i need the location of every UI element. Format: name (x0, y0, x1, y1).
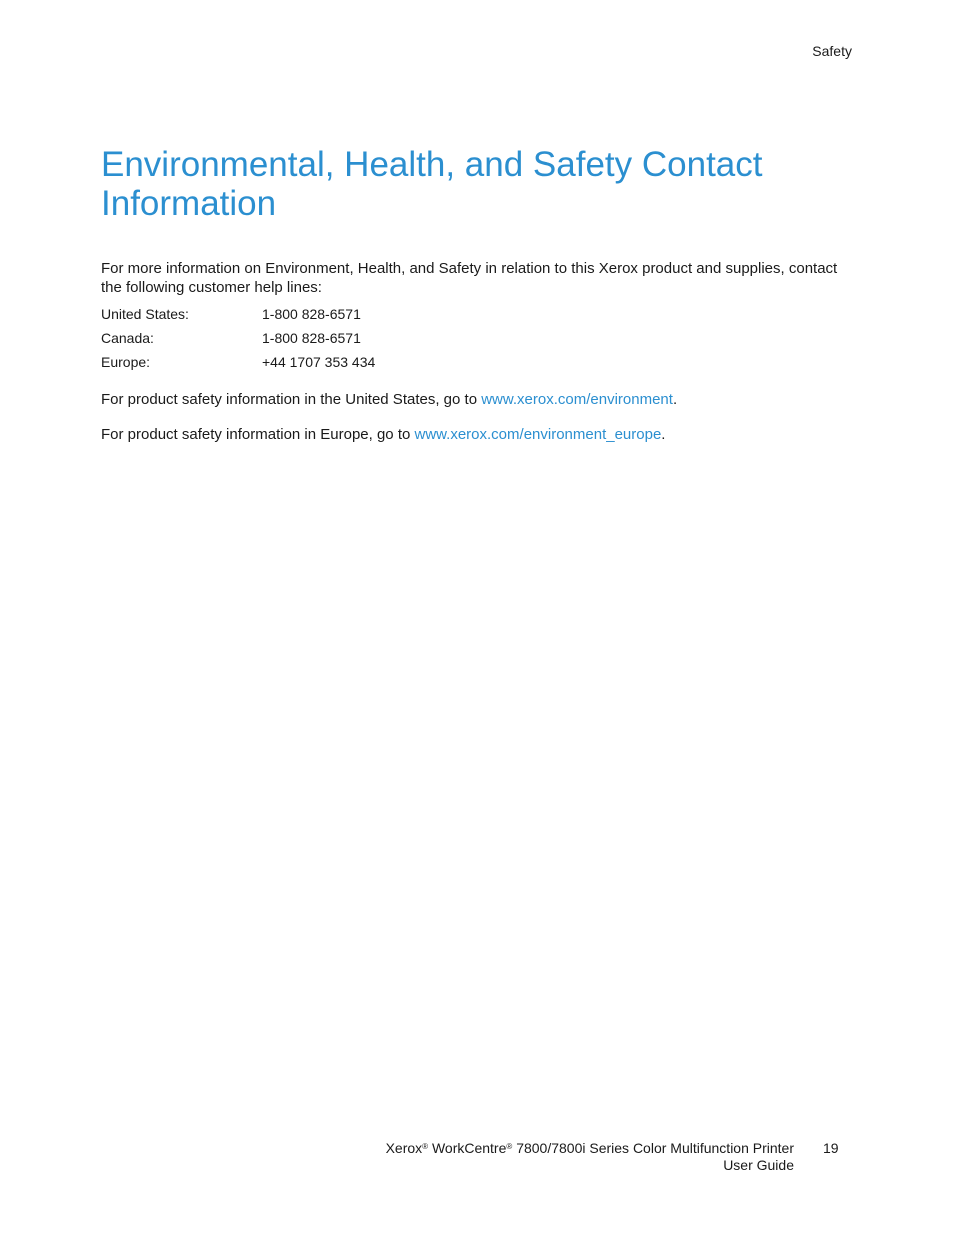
contact-list (101, 304, 601, 376)
footer-product: WorkCentre (431, 1140, 507, 1156)
eu-safety-suffix: . (661, 426, 666, 443)
footer-reg-mark: ® (422, 1142, 429, 1151)
footer-product-reg-mark: ® (506, 1142, 513, 1151)
footer (386, 1140, 794, 1174)
us-environment-link[interactable]: www.xerox.com/environment (481, 391, 673, 408)
page-number: 19 (823, 1140, 839, 1156)
contact-phone: 1-800 828-6571 (262, 306, 361, 322)
contact-phone: +44 1707 353 434 (262, 354, 376, 370)
contact-label: Europe: (101, 354, 151, 370)
page-title: Environmental, Health, and Safety Contact Information (101, 145, 763, 223)
eu-environment-link[interactable]: www.xerox.com/environment_europe (414, 426, 662, 443)
us-safety-text: For product safety information in the United States, go to (101, 391, 482, 408)
eu-safety-info (101, 425, 665, 444)
intro-paragraph: For more information on Environment, Health, and Safety in relation to this Xerox product and supplies, contact the following customer help lines: (101, 260, 838, 296)
footer-guide: User Guide (723, 1157, 794, 1173)
contact-label: Canada: (101, 330, 154, 346)
running-header: Safety (812, 43, 852, 59)
contact-phone: 1-800 828-6571 (262, 330, 361, 346)
contact-row-europe (101, 352, 601, 376)
us-safety-suffix: . (672, 391, 678, 408)
contact-label: United States: (101, 306, 189, 322)
footer-product-line (386, 1140, 794, 1157)
eu-safety-text: For product safety information in Europe, go to (101, 426, 415, 443)
us-safety-info (101, 390, 677, 409)
contact-row-us (101, 304, 601, 328)
contact-row-canada (101, 328, 601, 352)
footer-brand: Xerox (385, 1140, 423, 1156)
footer-model: 7800/7800i Series Color Multifunction Printer (516, 1140, 794, 1156)
